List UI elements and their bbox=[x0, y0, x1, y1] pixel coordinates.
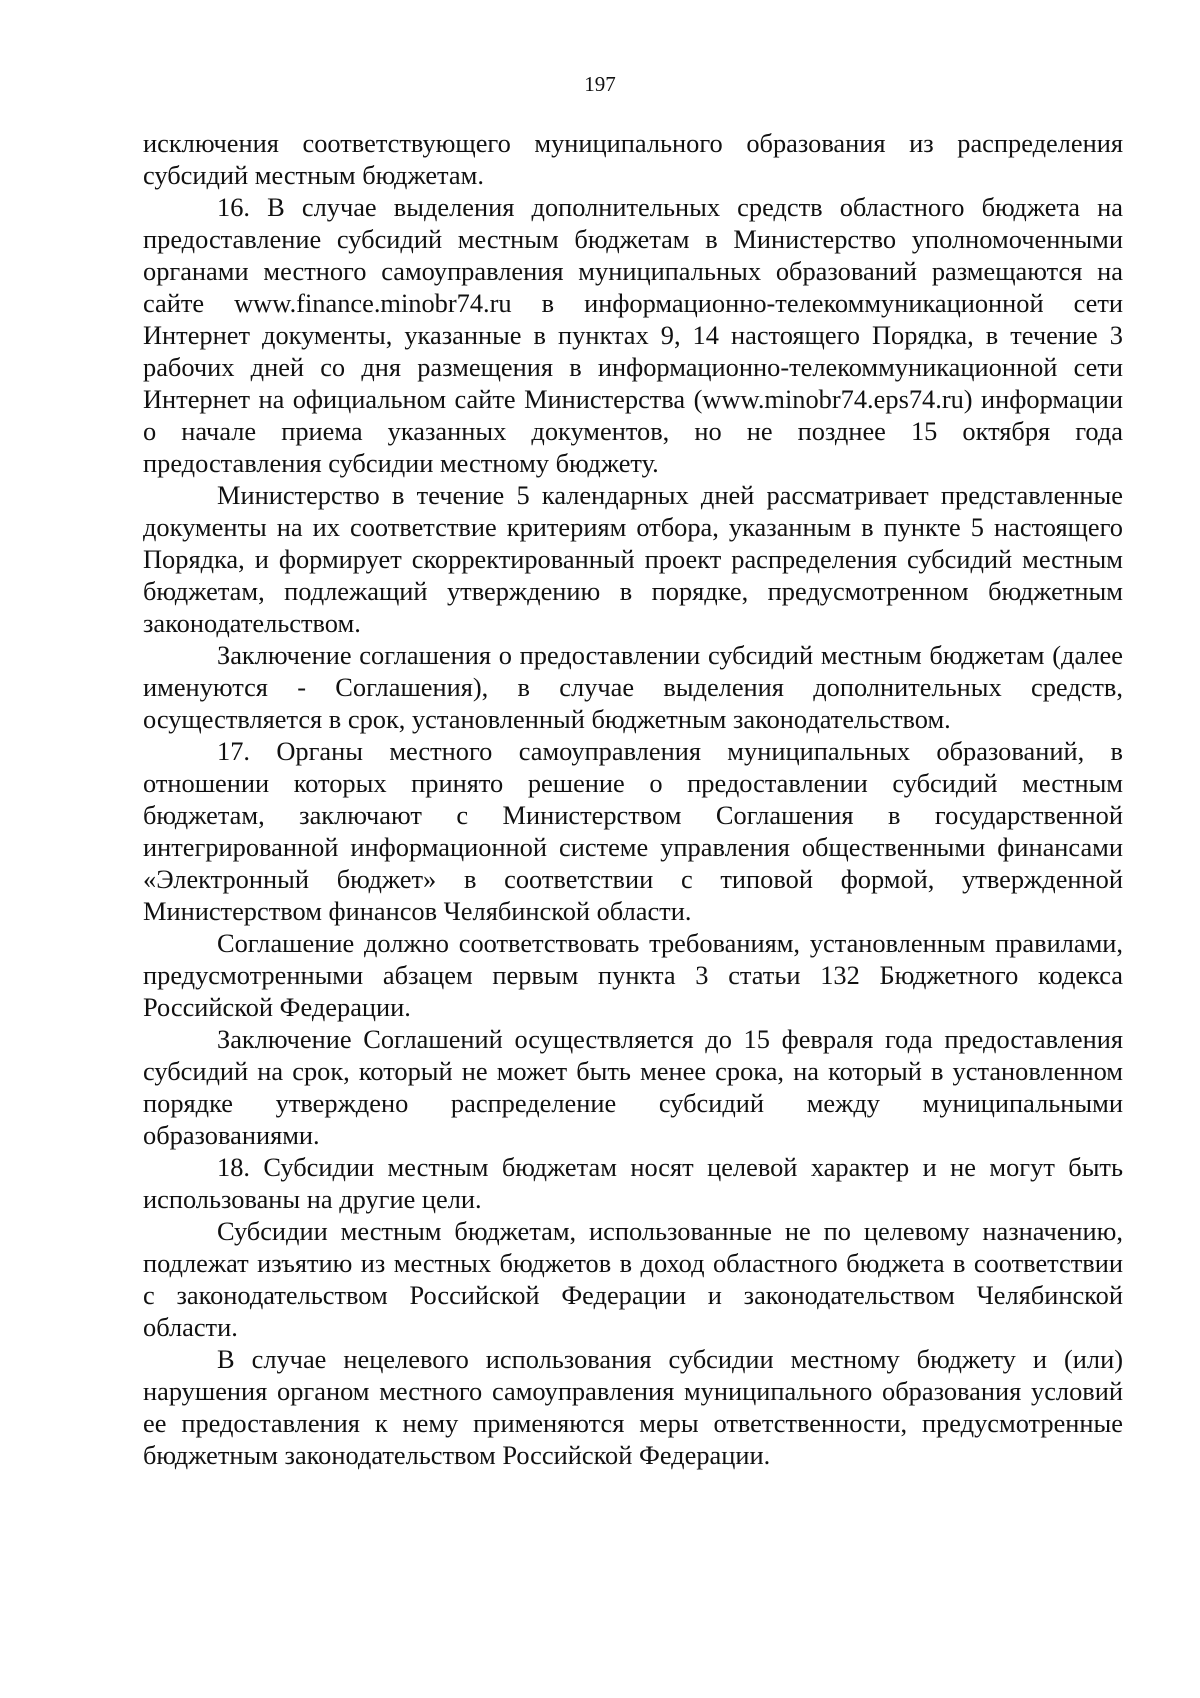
paragraph-agreement-requirements: Соглашение должно соответствовать требованиям, установленным правилами, предусмотренными абзацем первым пункта 3 статьи 132 Бюджетного кодекса Российской Федерации. bbox=[143, 928, 1123, 1022]
paragraph-item-17: 17. Органы местного самоуправления муниципальных образований, в отношении которых принято решение о предоставлении субсидий местным бюджетам, заключают с Министерством Соглашения в государственной интегрированной информационной системе управления общественными финансами «Электронный бюджет» в соответствии с типовой формой, утвержденной Министерством финансов Челябинской области. bbox=[143, 736, 1123, 926]
document-body bbox=[143, 127, 1123, 1471]
paragraph-item-18: 18. Субсидии местным бюджетам носят целевой характер и не могут быть использованы на другие цели. bbox=[143, 1152, 1123, 1214]
paragraph-item-16: 16. В случае выделения дополнительных средств областного бюджета на предоставление субсидий местным бюджетам в Министерство уполномоченными органами местного самоуправления муниципальных образований размещаются на сайте www.finance.minobr74.ru в информационно-телекоммуникационной сети Интернет документы, указанные в пунктах 9, 14 настоящего Порядка, в течение 3 рабочих дней со дня размещения в информационно-телекоммуникационной сети Интернет на официальном сайте Министерства (www.minobr74.eps74.ru) информации о начале приема указанных документов, но не позднее 15 октября года предоставления субсидии местному бюджету. bbox=[143, 192, 1123, 478]
page-number: 197 bbox=[584, 72, 616, 96]
paragraph-liability-measures: В случае нецелевого использования субсидии местному бюджету и (или) нарушения органом местного самоуправления муниципального образования условий ее предоставления к нему применяются меры ответственности, предусмотренные бюджетным законодательством Российской Федерации. bbox=[143, 1344, 1123, 1470]
paragraph-agreement-deadline: Заключение Соглашений осуществляется до 15 февраля года предоставления субсидий на срок, который не может быть менее срока, на который в установленном порядке утверждено распределение субсидий между муниципальными образованиями. bbox=[143, 1024, 1123, 1150]
paragraph-misuse-withdrawal: Субсидии местным бюджетам, использованные не по целевому назначению, подлежат изъятию из местных бюджетов в доход областного бюджета в соответствии с законодательством Российской Федерации и законодательством Челябинской области. bbox=[143, 1216, 1123, 1342]
paragraph-continuation: исключения соответствующего муниципального образования из распределения субсидий местным бюджетам. bbox=[143, 128, 1123, 190]
paragraph-agreement-conclusion: Заключение соглашения о предоставлении субсидий местным бюджетам (далее именуются - Соглашения), в случае выделения дополнительных средств, осуществляется в срок, установленный бюджетным законодательством. bbox=[143, 640, 1123, 734]
paragraph-ministry-review: Министерство в течение 5 календарных дней рассматривает представленные документы на их соответствие критериям отбора, указанным в пункте 5 настоящего Порядка, и формирует скорректированный проект распределения субсидий местным бюджетам, подлежащий утверждению в порядке, предусмотренном бюджетным законодательством. bbox=[143, 480, 1123, 638]
